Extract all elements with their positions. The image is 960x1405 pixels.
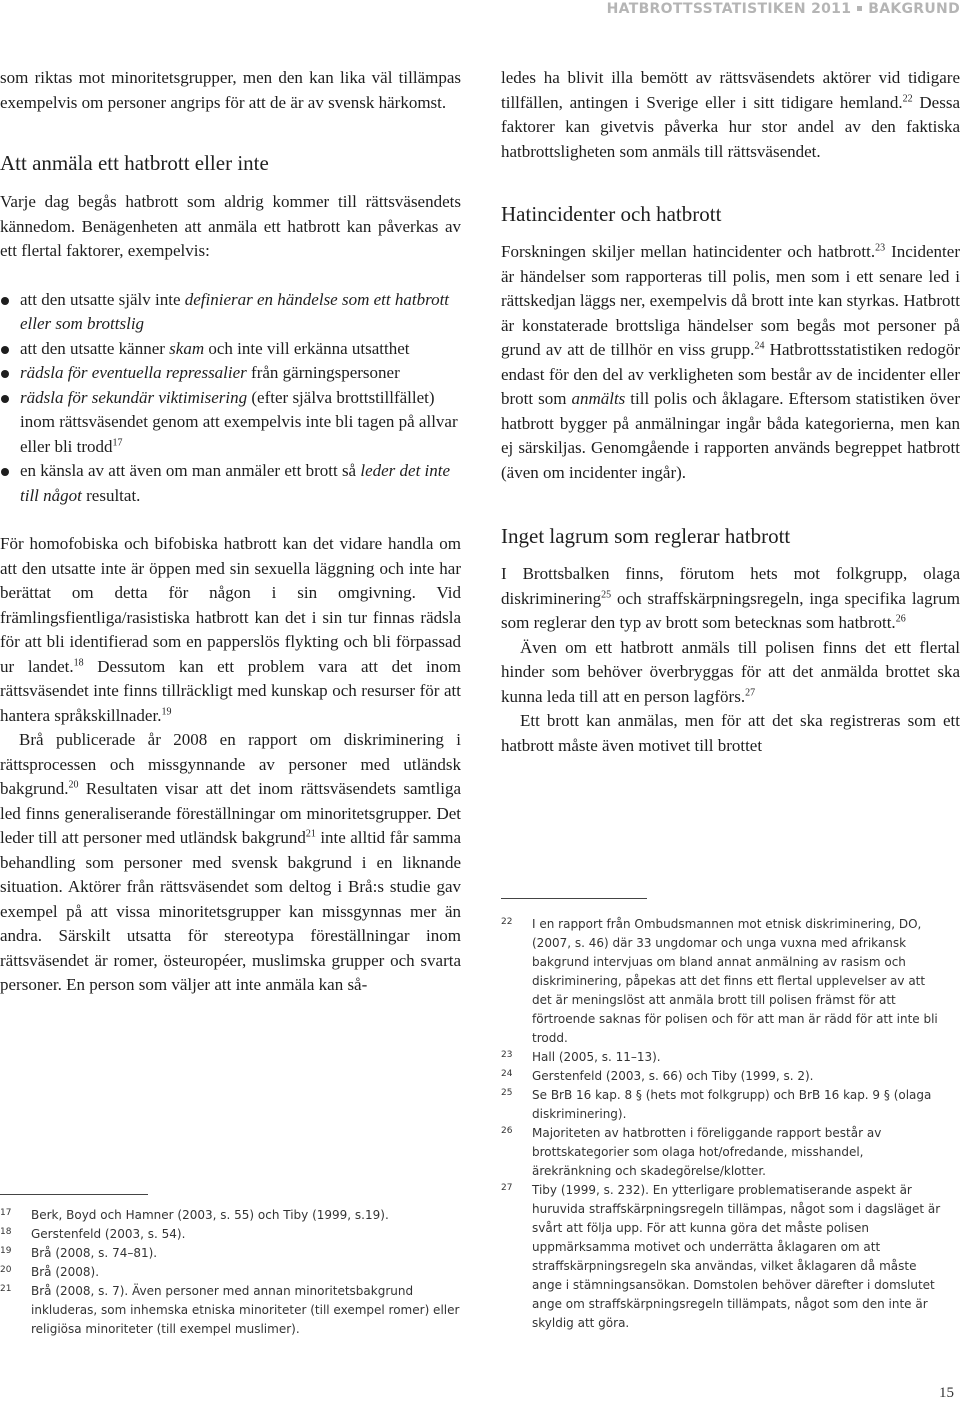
heading-att-anmala: Att anmäla ett hatbrott eller inte — [0, 151, 269, 175]
footnote-rule — [501, 898, 647, 899]
footnote-ref: 19 — [161, 705, 172, 717]
list-item: rädsla för sekundär viktimisering (efter själva brottstillfället) inom rättsväsendet genom att exempelvis inte bli tagen på allvar eller bli trodd$^{17}$ — [0, 386, 461, 460]
footnote: 24 Gerstenfeld (2003, s. 66) och Tiby (1999, s. 2). — [501, 1069, 814, 1083]
intro-paragraph: som riktas mot minoritetsgrupper, men den kan lika väl tillämpas exempelvis om personer angrips för att de är av svensk härkomst. — [0, 68, 461, 112]
paragraph-anmala: Varje dag begås hatbrott som aldrig kommer till rättsväsendets kännedom. Benägenheten att anmäla ett hatbrott kan påverkas av ett flertal faktorer, exempelvis: — [0, 192, 461, 260]
paragraph-continuation: ledes ha blivit illa bemött av rättsväsendets aktörer vid tidigare tillfällen, antingen i Sverige eller i sitt tidigare hemland.$^{22}$ Dessa faktorer kan givetvis påverka hur stor andel av den faktiska hatbrottsligheten som anmäls till rättsväsendet. — [501, 68, 960, 161]
footnote-ref: 27 — [745, 686, 756, 698]
paragraph-homofobiska: För homofobiska och bifobiska hatbrott kan det vidare handla om att den utsatte inte är öppen med sin sexuella läggning och inte har berättat om detta för någon i sin omgivning. Vid främlingsfientliga/rasistiska hatbrott kan det i sin tur finnas rädsla för att bli identifierad som en papperslös flykting och bli förpassad ur landet.$^{18}$ Dessutom kan ett problem vara att det inom rättsväsendet inte finns tillräckligt med kunskap och resurser för att hantera språkskillnader.$^{19}$ — [0, 534, 461, 725]
footnote: 25 Se BrB 16 kap. 8 § (hets mot folkgrupp) och BrB 16 kap. 9 § (olaga diskriminering). — [501, 1088, 932, 1121]
running-header — [560, 0, 960, 20]
bullet-icon — [1, 370, 9, 378]
paragraph-hatincidenter: Forskningen skiljer mellan hatincidenter och hatbrott.$^{23}$ Incidenter är händelser som rapporteras till polis, men som i ett senare led i rättskedjan läggs ner, exempelvis då brott inte kan styrkas. Hatbrott är konstaterade brottsliga händelser som begås mot personer på grund av att de tillhör en viss grupp.$^{24}$ Hatbrottsstatistiken redogör endast för den del av verkligheten som består av de incidenter eller brott som anmälts till polis och åklagare. Eftersom statistiken över hatbrott bygger på anmälningar ingår båda kategorierna, men kan ej särskiljas. Genomgående i rapporten används begreppet hatbrott (även om incidenter ingår). — [501, 242, 960, 482]
footnote-ref: 20 — [68, 779, 79, 791]
list-item: att den utsatte själv inte definierar en händelse som ett hatbrott eller som brottslig — [0, 288, 461, 337]
footnote: 22 I en rapport från Ombudsmannen mot etnisk diskriminering, DO, (2007, s. 46) där 33 ungdomar och unga vuxna med afrikansk bakgrund intervjuas om bland annat anmälning av rasism och diskriminering, påpekas att det finns ett flertal upplevelser av att det är meningslöst att anmäla brott till polisen främst för att förtroende saknas för polisen och för att man är rädd för att inte bli trodd. — [501, 917, 938, 1045]
footnote: 18 Gerstenfeld (2003, s. 54). — [0, 1227, 186, 1241]
footnotes-right — [501, 915, 941, 1333]
bullet-icon — [1, 468, 9, 476]
paragraph-aven: Även om ett hatbrott anmäls till polisen finns det ett flertal hinder som behöver överbryggas för att det anmälda brottet ska kunna leda till att en person lagförs.$^{27}$ — [501, 637, 960, 706]
factor-list — [0, 288, 461, 509]
paragraph-bra: Brå publicerade år 2008 en rapport om diskriminering i rättsprocessen och missgynnande av personer med utländsk bakgrund.$^{20}$ Resultaten visar att det inom rättsväsendets samtliga led finns generaliserande föreställningar om minoritetsgrupper. Det leder till att personer med utländsk bakgrund$^{21}$ inte alltid får samma behandling som personer med svensk bakgrund i en liknande situation. Aktörer från rättsväsendet som deltog i Brå:s studie gav exempel på att vissa minoritetsgrupper kan missgynnas mer än andra. Särskilt utsatta för stereotypa föreställningar inom rättsväsendet är romer, östeuropéer, muslimska grupper och svarta personer. En person som väljer att inte anmäla kan så- — [0, 730, 461, 994]
footnote: 21 Brå (2008, s. 7). Även personer med annan minoritetsbakgrund inkluderas, som inhemska etniska minoriteter (till exempel romer) eller religiösa minoriteter (till exempel muslimer). — [0, 1284, 460, 1336]
footnote-rule — [0, 1194, 148, 1195]
list-item: att den utsatte känner skam och inte vill erkänna utsatthet — [0, 337, 461, 362]
bullet-icon — [1, 346, 9, 354]
footnote: 23 Hall (2005, s. 11–13). — [501, 1050, 661, 1064]
footnote: 17 Berk, Boyd och Hamner (2003, s. 55) och Tiby (1999, s.19). — [0, 1208, 389, 1222]
footnotes-left — [0, 1206, 461, 1339]
footnote-ref: 21 — [305, 828, 316, 840]
footnote-ref: 23 — [875, 242, 886, 254]
footnote-ref: 24 — [754, 340, 765, 352]
header-section: BAKGRUND — [868, 1, 960, 17]
header-separator — [857, 6, 862, 11]
list-item: rädsla för eventuella repressalier från gärningspersoner — [0, 361, 461, 386]
paragraph-ett-brott: Ett brott kan anmälas, men för att det ska registreras som ett hatbrott måste även motivet till brottet — [501, 711, 960, 755]
heading-lagrum: Inget lagrum som reglerar hatbrott — [501, 524, 791, 548]
page-number: 15 — [939, 1385, 954, 1401]
header-title: HATBROTTSSTATISTIKEN 2011 — [606, 1, 852, 17]
heading-hatincidenter: Hatincidenter och hatbrott — [501, 202, 722, 226]
footnote: 26 Majoriteten av hatbrotten i föreliggande rapport består av brottskategorier som olaga hot/ofredande, misshandel, ärekränkning och skadegörelse/klotter. — [501, 1126, 882, 1178]
bullet-icon — [1, 297, 9, 305]
footnote-ref: 17 — [112, 436, 123, 448]
footnote-ref: 25 — [601, 588, 612, 600]
left-column — [0, 66, 461, 998]
footnote-ref: 26 — [895, 613, 906, 625]
footnote: 19 Brå (2008, s. 74–81). — [0, 1246, 158, 1260]
footnote-ref: 22 — [902, 92, 913, 104]
footnote: 20 Brå (2008). — [0, 1265, 100, 1279]
bullet-icon — [1, 395, 9, 403]
footnote: 27 Tiby (1999, s. 232). En ytterligare problematiserande aspekt är huruvida straffskärpningsregeln tillämpas, något som i dagsläget är svårt att följa upp. För att kunna göra det måste polisen uppmärksamma motivet och underrätta åklagaren om att straffskärpningsregeln ska användas, vilket åklagaren då måste ange i stämningsansökan. Domstolen behöver därefter i domslutet ange om straffskärpningsregeln tillämpats, något som den inte är skyldig att göra. — [501, 1183, 941, 1330]
paragraph-lagrum: I Brottsbalken finns, förutom hets mot folkgrupp, olaga diskriminering$^{25}$ och straffskärpningsregeln, inga specifika lagrum som reglerar den typ av brott som betecknas som hatbrott.$^{26}$ — [501, 564, 960, 632]
list-item: en känsla av att även om man anmäler ett brott så leder det inte till något resultat. — [0, 459, 461, 508]
footnote-ref: 18 — [73, 656, 84, 668]
right-column — [501, 66, 960, 758]
